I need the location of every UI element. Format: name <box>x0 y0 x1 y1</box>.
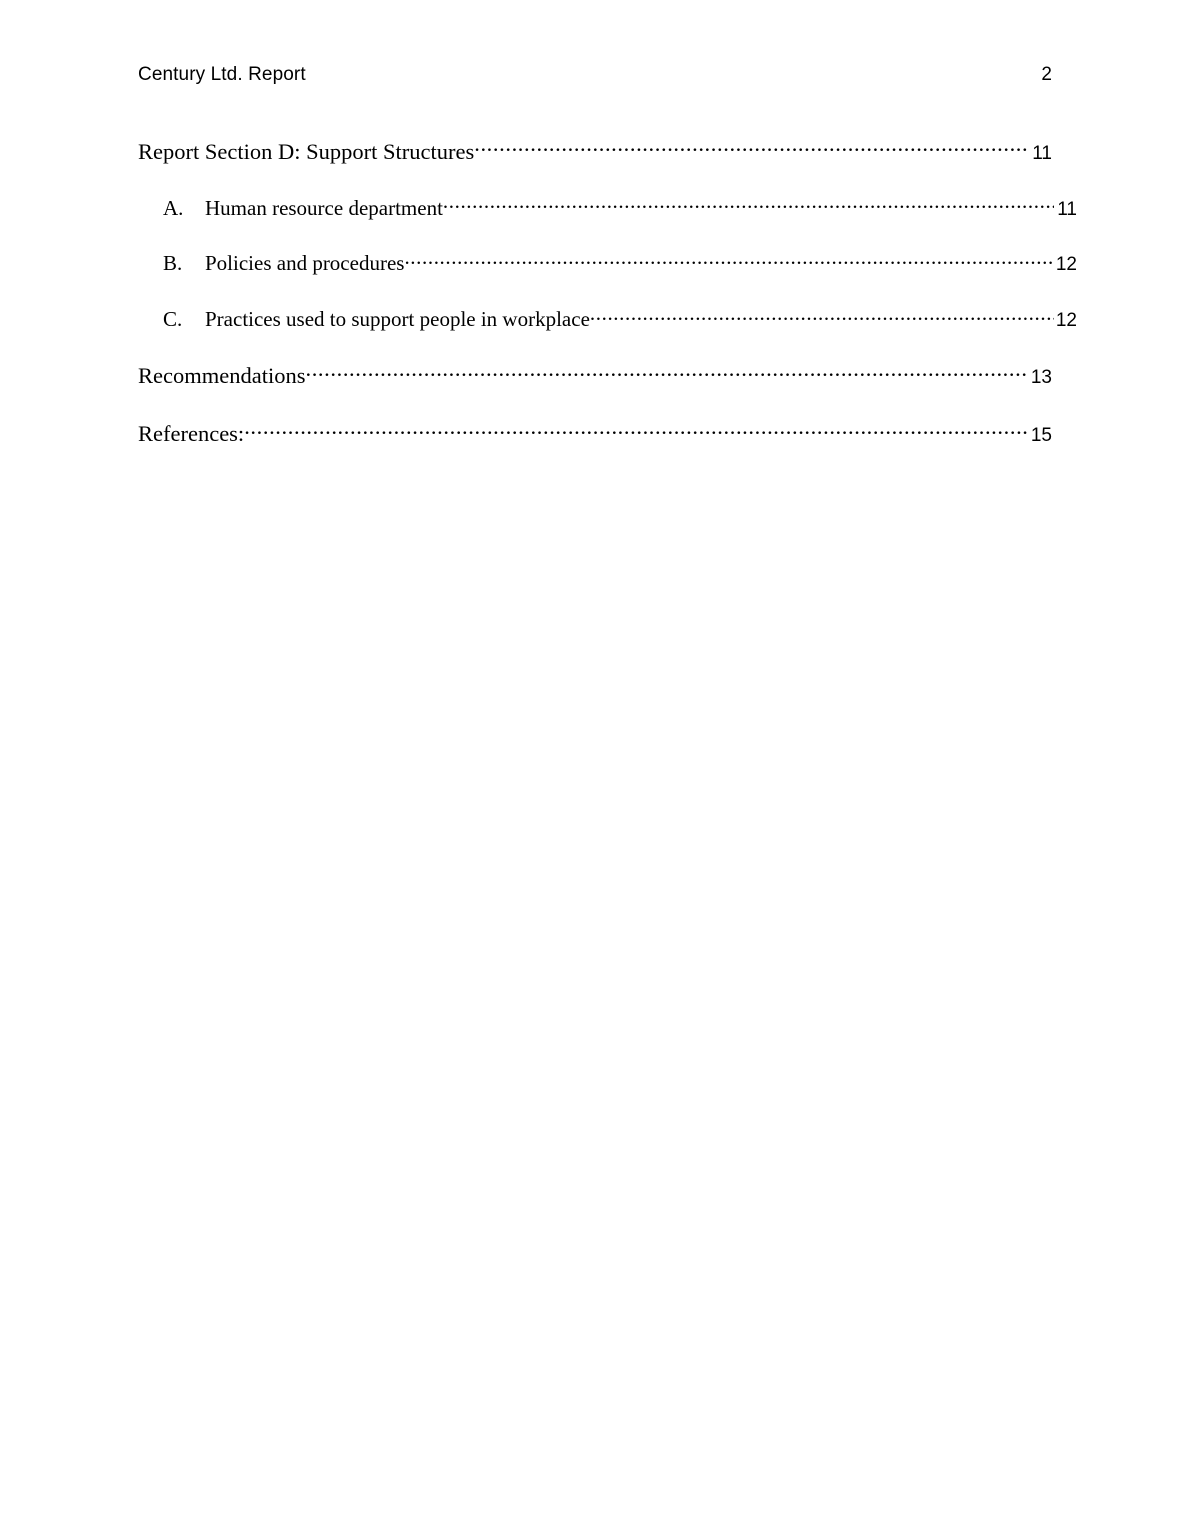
toc-entry-marker: B. <box>163 251 183 276</box>
toc-entry-page: 11 <box>1032 142 1052 164</box>
toc-entry-marker: A. <box>163 195 184 220</box>
toc-entry[interactable] <box>138 194 1077 222</box>
toc-leader-dots <box>474 136 1029 159</box>
toc-leader-dots <box>305 361 1029 384</box>
toc-entry-label: References: <box>138 421 245 446</box>
toc-entry-label: Policies and procedures <box>205 251 405 276</box>
toc-entry[interactable] <box>138 249 1077 277</box>
document-title: Century Ltd. Report <box>138 64 306 85</box>
toc-entry[interactable] <box>138 419 1052 449</box>
toc-entry-label: Practices used to support people in workplace <box>205 307 590 332</box>
table-of-contents <box>138 136 1077 476</box>
toc-leader-dots <box>244 419 1029 442</box>
toc-entry-label: Human resource department <box>205 195 443 220</box>
toc-entry-label: Recommendations <box>138 363 306 389</box>
toc-leader-dots <box>590 305 1054 326</box>
page-header <box>138 64 1052 86</box>
toc-entry-page: 13 <box>1030 367 1052 389</box>
toc-entry-label: Report Section D: Support Structures <box>138 138 475 164</box>
page-number: 2 <box>1041 64 1052 85</box>
toc-entry-marker: C. <box>163 307 183 332</box>
toc-leader-dots <box>443 194 1054 215</box>
toc-entry[interactable] <box>138 136 1052 166</box>
toc-entry-page: 15 <box>1030 425 1052 446</box>
toc-entry[interactable] <box>138 361 1052 391</box>
toc-entry[interactable] <box>138 305 1077 333</box>
toc-entry-page: 11 <box>1057 198 1077 220</box>
toc-leader-dots <box>404 249 1054 270</box>
toc-entry-page: 12 <box>1055 254 1077 276</box>
toc-entry-page: 12 <box>1055 310 1077 332</box>
